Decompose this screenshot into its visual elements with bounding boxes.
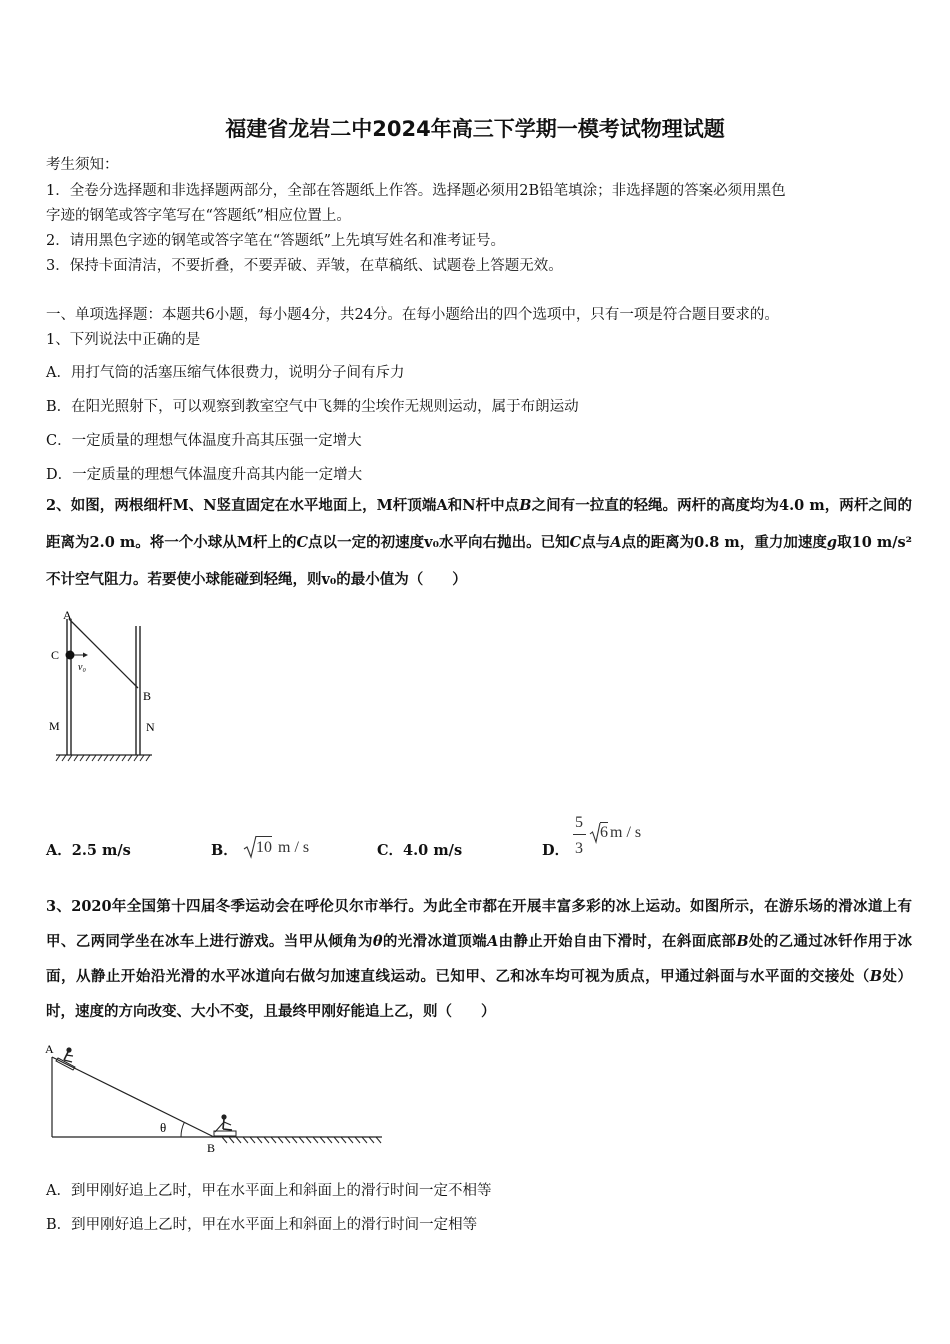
notice-heading: 考生须知： xyxy=(46,157,119,173)
label-theta: θ xyxy=(160,1120,167,1135)
notice-item: 1．全卷分选择题和非选择题两部分，全部在答题纸上作答。选择题必须用2B铅笔填涂；非选择题的答案必须用黑色 xyxy=(46,183,786,199)
section-heading: 一、单项选择题：本题共6小题，每小题4分，共24分。在每小题给出的四个选项中，只有一项是符合题目要求的。 xyxy=(46,307,779,323)
question-3-option-a: A．到甲刚好追上乙时，甲在水平面上和斜面上的滑行时间一定不相等 xyxy=(46,1183,492,1199)
question-2-option-d-value: 5 3 6 m / s xyxy=(575,814,642,857)
question-1-option-c: C．一定质量的理想气体温度升高其压强一定增大 xyxy=(46,433,362,449)
question-1-option-b: B．在阳光照射下，可以观察到教室空气中飞舞的尘埃作无规则运动，属于布朗运动 xyxy=(46,399,579,415)
question-2-option-b-label: B． xyxy=(211,842,238,859)
question-2-option-c: C．4.0 m/s xyxy=(377,842,463,859)
label-a: A xyxy=(63,608,72,622)
label-m: M xyxy=(49,719,60,733)
label-a: A xyxy=(45,1042,54,1056)
label-n: N xyxy=(146,720,155,734)
question-3-figure xyxy=(42,1038,387,1160)
label-v0: v₀ xyxy=(78,662,86,673)
question-1-option-d: D．一定质量的理想气体温度升高其内能一定增大 xyxy=(46,467,363,483)
question-1-option-a: A．用打气筒的活塞压缩气体很费力，说明分子间有斥力 xyxy=(46,365,405,381)
label-c: C xyxy=(51,648,60,662)
question-2-option-d-label: D． xyxy=(542,842,570,859)
question-1-stem: 1、下列说法中正确的是 xyxy=(46,332,201,348)
notice-item: 3．保持卡面清洁，不要折叠，不要弄破、弄皱，在草稿纸、试题卷上答题无效。 xyxy=(46,258,563,274)
page-title: 福建省龙岩二中2024年高三下学期一模考试物理试题 xyxy=(225,117,725,141)
question-2-figure xyxy=(48,608,158,768)
notice-item: 2．请用黑色字迹的钢笔或答字笔在“答题纸”上先填写姓名和准考证号。 xyxy=(46,233,506,249)
label-b: B xyxy=(143,689,152,703)
question-2-stem: 2、如图，两根细杆M、N竖直固定在水平地面上，M杆顶端A和N杆中点B之间有一拉直的轻绳。两杆的高度均为4.0 m，两杆之间的距离为2.0 m。将一个小球从M杆上的C点以一定的初速度v₀水平向右抛出。已知C点与A点的距离为0.8 m，重力加速度g取10 m/s²不计空气阻力。若要使小球能碰到轻绳，则v₀的最小值为（ ） xyxy=(46,497,912,588)
question-2-option-a: A．2.5 m/s xyxy=(46,842,131,859)
question-3-option-b: B．到甲刚好追上乙时，甲在水平面上和斜面上的滑行时间一定相等 xyxy=(46,1217,478,1233)
question-3-stem: 3、2020年全国第十四届冬季运动会在呼伦贝尔市举行。为此全市都在开展丰富多彩的冰上运动。如图所示，在游乐场的滑冰道上有甲、乙两同学坐在冰车上进行游戏。当甲从倾角为θ的光滑冰道顶端A由静止开始自由下滑时，在斜面底部B处的乙通过冰钎作用于冰面，从静止开始沿光滑的水平冰道向右做匀加速直线运动。已知甲、乙和冰车均可视为质点，甲通过斜面与水平面的交接处（B处）时，速度的方向改变、大小不变，且最终甲刚好能追上乙，则（ ） xyxy=(46,898,913,1020)
notice-item: 字迹的钢笔或答字笔写在“答题纸”相应位置上。 xyxy=(46,208,351,224)
radical-sign xyxy=(243,835,257,859)
sled-rider-yi-icon xyxy=(214,1114,236,1136)
label-b: B xyxy=(207,1141,216,1155)
